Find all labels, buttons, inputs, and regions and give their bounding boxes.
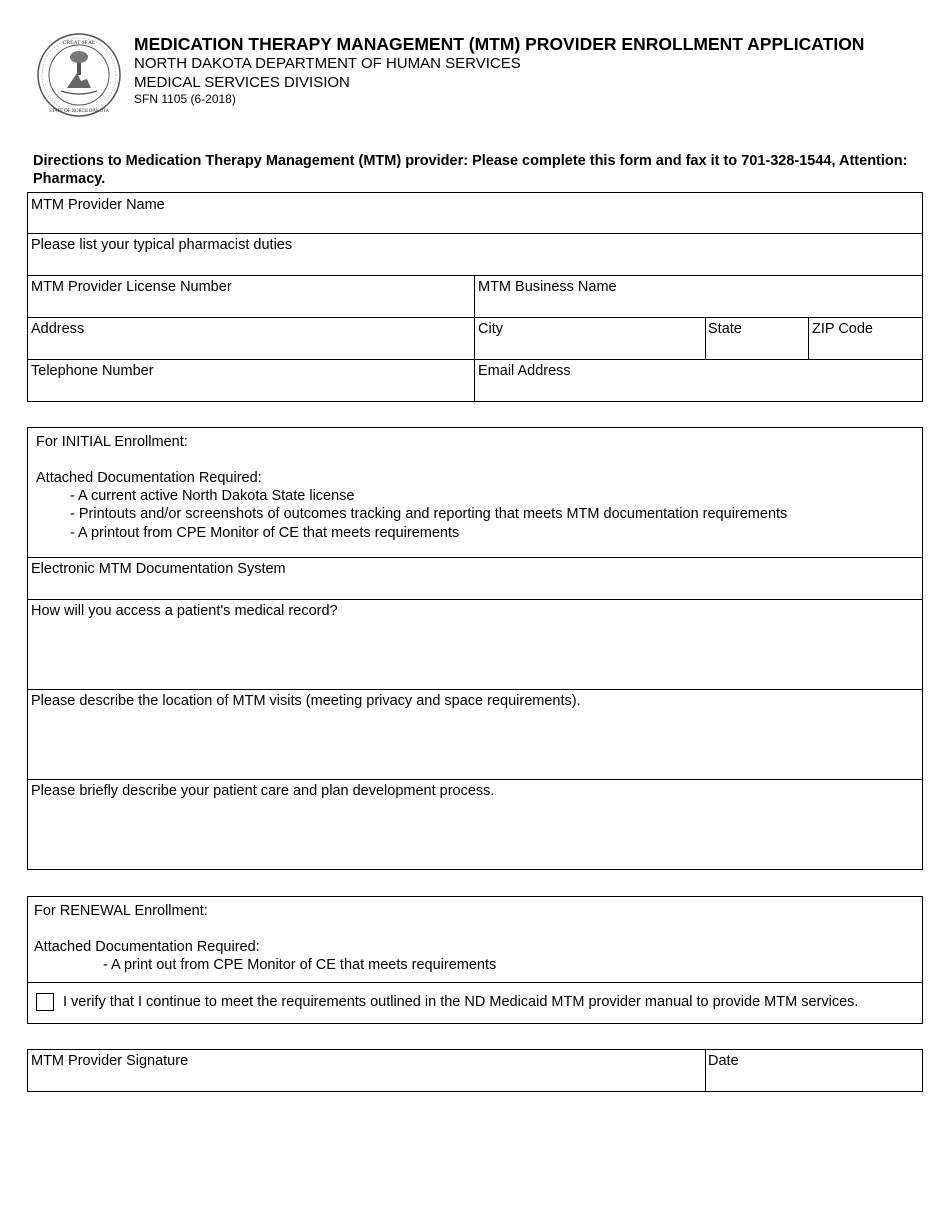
divider [705, 1049, 706, 1092]
initial-doc-item: - Printouts and/or screenshots of outcomes tracking and reporting that meets MTM documentation requirements [70, 506, 788, 522]
documentation-system-field[interactable]: Electronic MTM Documentation System [31, 561, 286, 577]
address-field[interactable]: Address [31, 321, 85, 337]
state-seal-logo [37, 33, 121, 117]
divider [27, 275, 923, 276]
divider [27, 557, 923, 558]
divider [27, 599, 923, 600]
license-number-field[interactable]: MTM Provider License Number [31, 279, 232, 295]
directions-text: Directions to Medication Therapy Management (MTM) provider: Please complete this form and fax it to 701-328-1544, Attention: Pharmacy. [33, 153, 908, 187]
initial-docs-heading: Attached Documentation Required: [36, 470, 262, 486]
provider-name-field[interactable]: MTM Provider Name [31, 197, 165, 213]
email-field[interactable]: Email Address [478, 363, 571, 379]
signature-field[interactable]: MTM Provider Signature [31, 1053, 189, 1069]
initial-enrollment-heading: For INITIAL Enrollment: [36, 434, 188, 450]
verify-statement: I verify that I continue to meet the requirements outlined in the ND Medicaid MTM provider manual to provide MTM services. [63, 994, 859, 1010]
divider [27, 233, 923, 234]
divider [27, 317, 923, 318]
svg-text:STATE OF NORTH DAKOTA: STATE OF NORTH DAKOTA [49, 109, 109, 114]
divider [705, 317, 706, 359]
renewal-enrollment-heading: For RENEWAL Enrollment: [34, 903, 208, 919]
divider [27, 779, 923, 780]
provider-info-box [27, 192, 923, 402]
department-name: NORTH DAKOTA DEPARTMENT OF HUMAN SERVICES [134, 55, 521, 72]
business-name-field[interactable]: MTM Business Name [478, 279, 617, 295]
city-field[interactable]: City [478, 321, 503, 337]
pharmacist-duties-field[interactable]: Please list your typical pharmacist duties [31, 237, 293, 253]
telephone-field[interactable]: Telephone Number [31, 363, 154, 379]
divider [27, 359, 923, 360]
divider [808, 317, 809, 359]
visit-location-field[interactable]: Please describe the location of MTM visits (meeting privacy and space requirements). [31, 693, 581, 709]
form-number: SFN 1105 (6-2018) [134, 92, 236, 106]
divider [27, 689, 923, 690]
divider [474, 275, 475, 402]
renewal-doc-item: - A print out from CPE Monitor of CE that meets requirements [103, 957, 497, 973]
renewal-docs-heading: Attached Documentation Required: [34, 939, 260, 955]
zip-code-field[interactable]: ZIP Code [812, 321, 873, 337]
form-title: MEDICATION THERAPY MANAGEMENT (MTM) PROVIDER ENROLLMENT APPLICATION [134, 34, 865, 54]
initial-doc-item: - A printout from CPE Monitor of CE that meets requirements [70, 525, 460, 541]
svg-text:GREAT SEAL: GREAT SEAL [62, 40, 96, 46]
verify-checkbox[interactable] [36, 993, 54, 1011]
initial-doc-item: - A current active North Dakota State license [70, 488, 355, 504]
state-field[interactable]: State [708, 321, 742, 337]
care-process-field[interactable]: Please briefly describe your patient care and plan development process. [31, 783, 495, 799]
division-name: MEDICAL SERVICES DIVISION [134, 74, 350, 91]
divider [27, 982, 923, 983]
medical-record-access-field[interactable]: How will you access a patient's medical record? [31, 603, 338, 619]
date-field[interactable]: Date [708, 1053, 739, 1069]
